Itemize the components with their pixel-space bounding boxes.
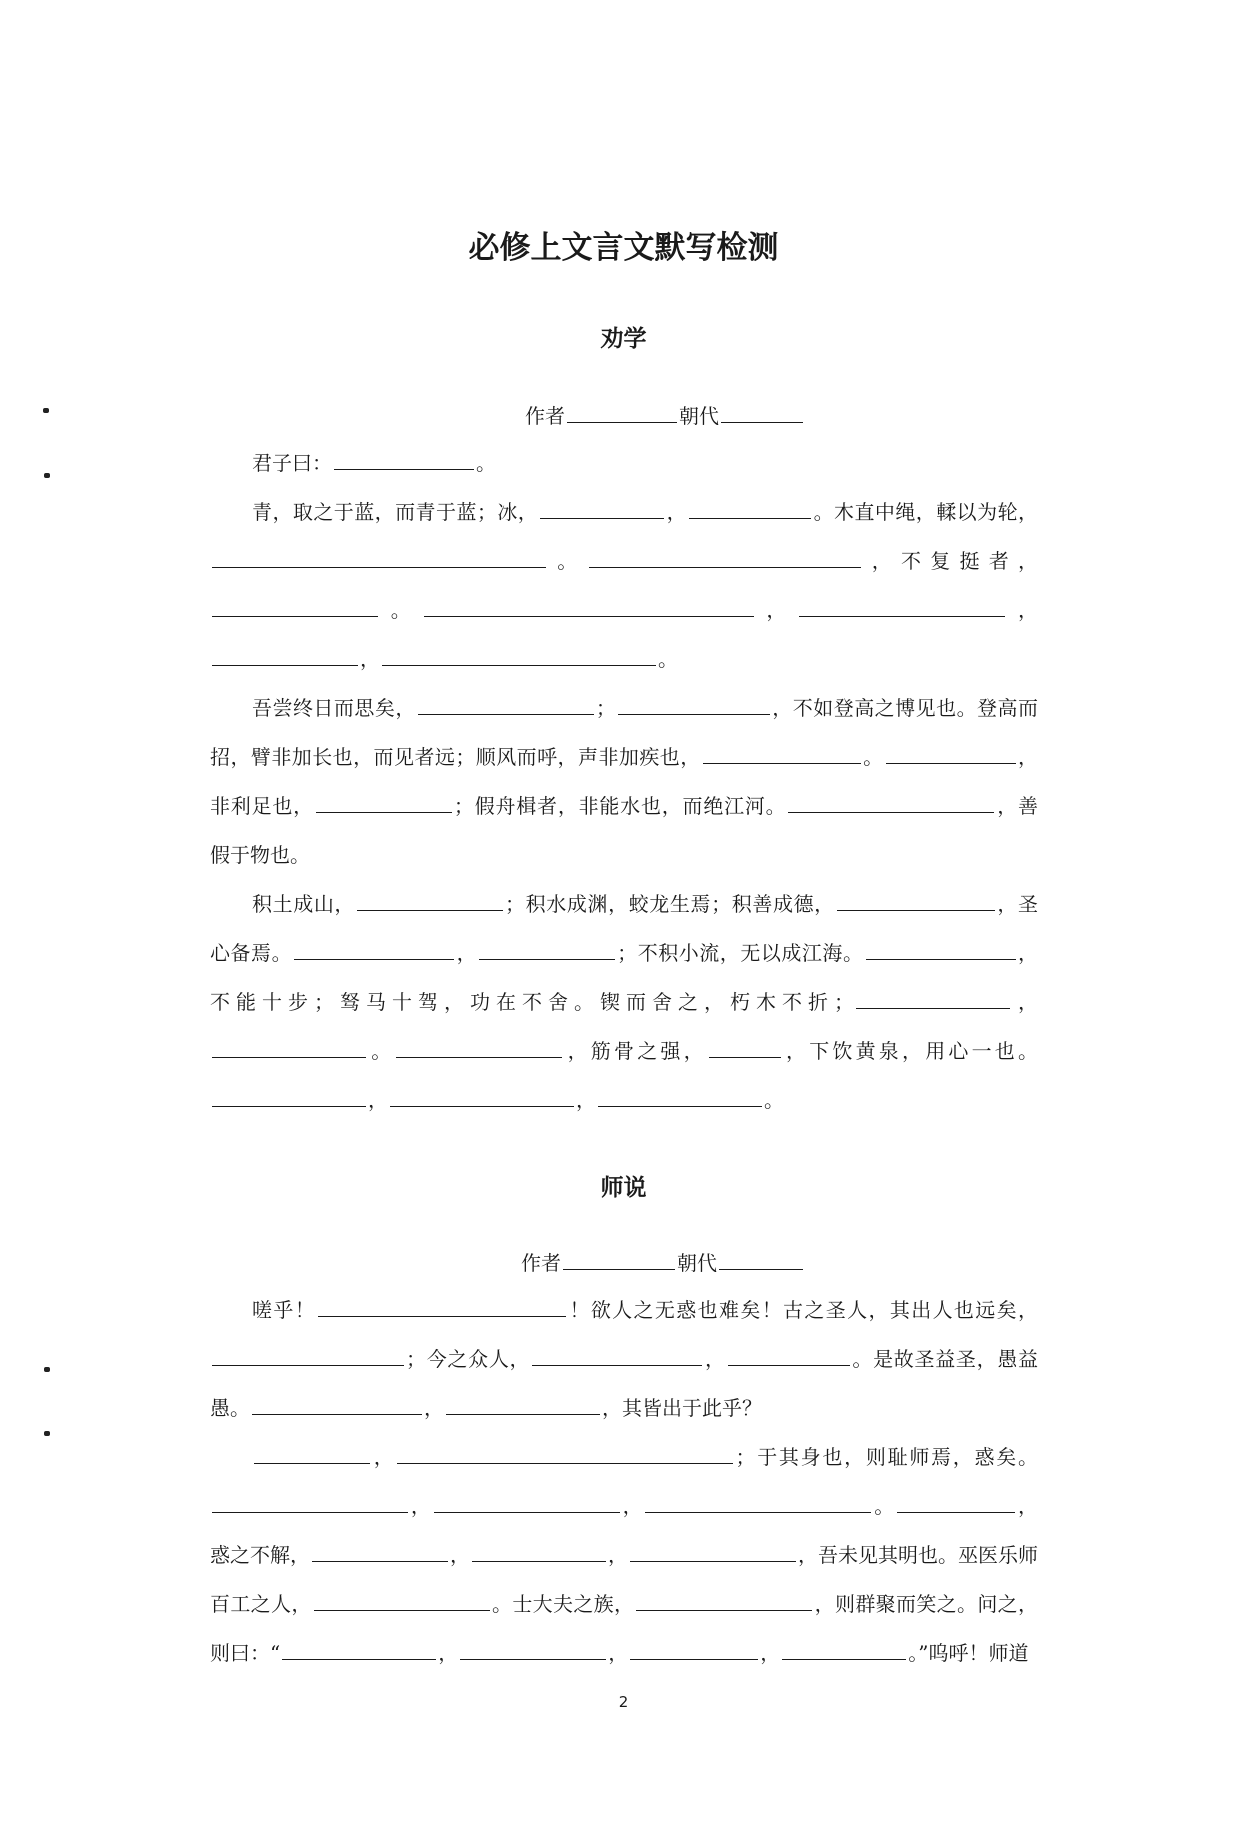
fill-blank[interactable] <box>397 1447 733 1464</box>
author-blank[interactable] <box>563 1253 675 1270</box>
author-dynasty-line-shishuo <box>521 1247 805 1276</box>
fill-blank[interactable] <box>212 1496 408 1513</box>
fill-blank[interactable] <box>618 698 770 715</box>
fill-blank[interactable] <box>636 1594 812 1611</box>
fill-blank[interactable] <box>294 943 454 960</box>
author-label: 作者 <box>525 404 565 428</box>
author-blank[interactable] <box>567 406 677 423</box>
quanxue-paragraph-2: 青，取之于蓝，而青于蓝；冰， ， 。木直中绳，輮以为轮，。 ，不复挺者，。 ， ，， 。 <box>210 488 1038 684</box>
shishuo-paragraph-2: ， ；于其身也，则耻师焉，惑矣。， ， 。 ，惑之不解， ， ， ，吾未见其明也。巫医乐师百工之人， 。士大夫之族， ，则群聚而笑之。问之，则曰：“ ， ， ， 。”呜呼！师道 <box>210 1445 1039 1665</box>
fill-blank[interactable] <box>212 1090 366 1107</box>
fill-blank[interactable] <box>418 698 594 715</box>
fill-blank[interactable] <box>446 1398 600 1415</box>
fill-blank[interactable] <box>212 1041 366 1058</box>
fill-blank[interactable] <box>630 1643 758 1660</box>
fill-blank[interactable] <box>390 1090 574 1107</box>
page-number: 2 <box>618 1693 629 1711</box>
fill-blank[interactable] <box>788 796 994 813</box>
fill-blank[interactable] <box>782 1643 906 1660</box>
fill-blank[interactable] <box>856 992 1010 1009</box>
fill-blank[interactable] <box>799 600 1005 617</box>
fill-blank[interactable] <box>396 1041 562 1058</box>
fill-blank[interactable] <box>357 894 503 911</box>
dynasty-label: 朝代 <box>679 404 719 428</box>
fill-blank[interactable] <box>728 1349 850 1366</box>
fill-blank[interactable] <box>886 747 1016 764</box>
fill-blank[interactable] <box>837 894 995 911</box>
author-dynasty-line-quanxue <box>525 400 805 429</box>
scan-binding-mark <box>44 1367 50 1372</box>
dynasty-blank[interactable] <box>719 1253 803 1270</box>
dynasty-label: 朝代 <box>677 1251 717 1275</box>
fill-blank[interactable] <box>709 1041 781 1058</box>
fill-blank[interactable] <box>334 453 474 470</box>
shishuo-paragraph-1: 嗟乎！ ！欲人之无惑也难矣！古之圣人，其出人也远矣，；今之众人， ， 。是故圣益圣，愚益愚。 ， ，其皆出于此乎？ <box>210 1298 1039 1420</box>
dynasty-blank[interactable] <box>721 406 803 423</box>
section-title-shishuo: 师说 <box>600 1175 647 1201</box>
fill-blank[interactable] <box>540 502 664 519</box>
fill-blank[interactable] <box>689 502 811 519</box>
fill-blank[interactable] <box>598 1090 762 1107</box>
scan-binding-mark <box>44 1431 50 1436</box>
quanxue-paragraph-1: 君子曰： 。 <box>252 451 496 475</box>
fill-blank[interactable] <box>866 943 1016 960</box>
fill-blank[interactable] <box>212 551 546 568</box>
fill-blank[interactable] <box>424 600 754 617</box>
fill-blank[interactable] <box>645 1496 871 1513</box>
scan-binding-mark <box>44 473 50 478</box>
fill-blank[interactable] <box>703 747 861 764</box>
fill-blank[interactable] <box>589 551 861 568</box>
fill-blank[interactable] <box>382 649 656 666</box>
author-label: 作者 <box>521 1251 561 1275</box>
scan-binding-mark <box>43 408 49 413</box>
fill-blank[interactable] <box>314 1594 490 1611</box>
fill-blank[interactable] <box>282 1643 436 1660</box>
fill-blank[interactable] <box>434 1496 620 1513</box>
fill-blank[interactable] <box>252 1398 422 1415</box>
fill-blank[interactable] <box>318 1300 566 1317</box>
fill-blank[interactable] <box>312 1545 448 1562</box>
fill-blank[interactable] <box>532 1349 702 1366</box>
fill-blank[interactable] <box>316 796 452 813</box>
fill-blank[interactable] <box>897 1496 1015 1513</box>
quanxue-paragraph-3: 吾尝终日而思矣， ； ，不如登高之博见也。登高而招，臂非加长也，而见者远；顺风而呼，声非加疾也， 。 ，非利足也， ；假舟楫者，非能水也，而绝江河。 ，善假于物也。 <box>210 696 1039 867</box>
quanxue-paragraph-4: 积土成山， ；积水成渊，蛟龙生焉；积善成德， ，圣心备焉。 ， ；不积小流，无以成江海。 ，不能十步；驽马十驾，功在不舍。锲而舍之，朽木不折； ，。 ，筋骨之强， ，下饮黄泉，用心一也。， ， 。 <box>210 892 1039 1112</box>
fill-blank[interactable] <box>630 1545 796 1562</box>
fill-blank[interactable] <box>254 1447 370 1464</box>
fill-blank[interactable] <box>212 649 358 666</box>
fill-blank[interactable] <box>460 1643 606 1660</box>
document-title: 必修上文言文默写检测 <box>468 230 779 266</box>
fill-blank[interactable] <box>212 1349 404 1366</box>
section-title-quanxue: 劝学 <box>600 326 647 352</box>
fill-blank[interactable] <box>479 943 615 960</box>
fill-blank[interactable] <box>472 1545 606 1562</box>
fill-blank[interactable] <box>212 600 378 617</box>
